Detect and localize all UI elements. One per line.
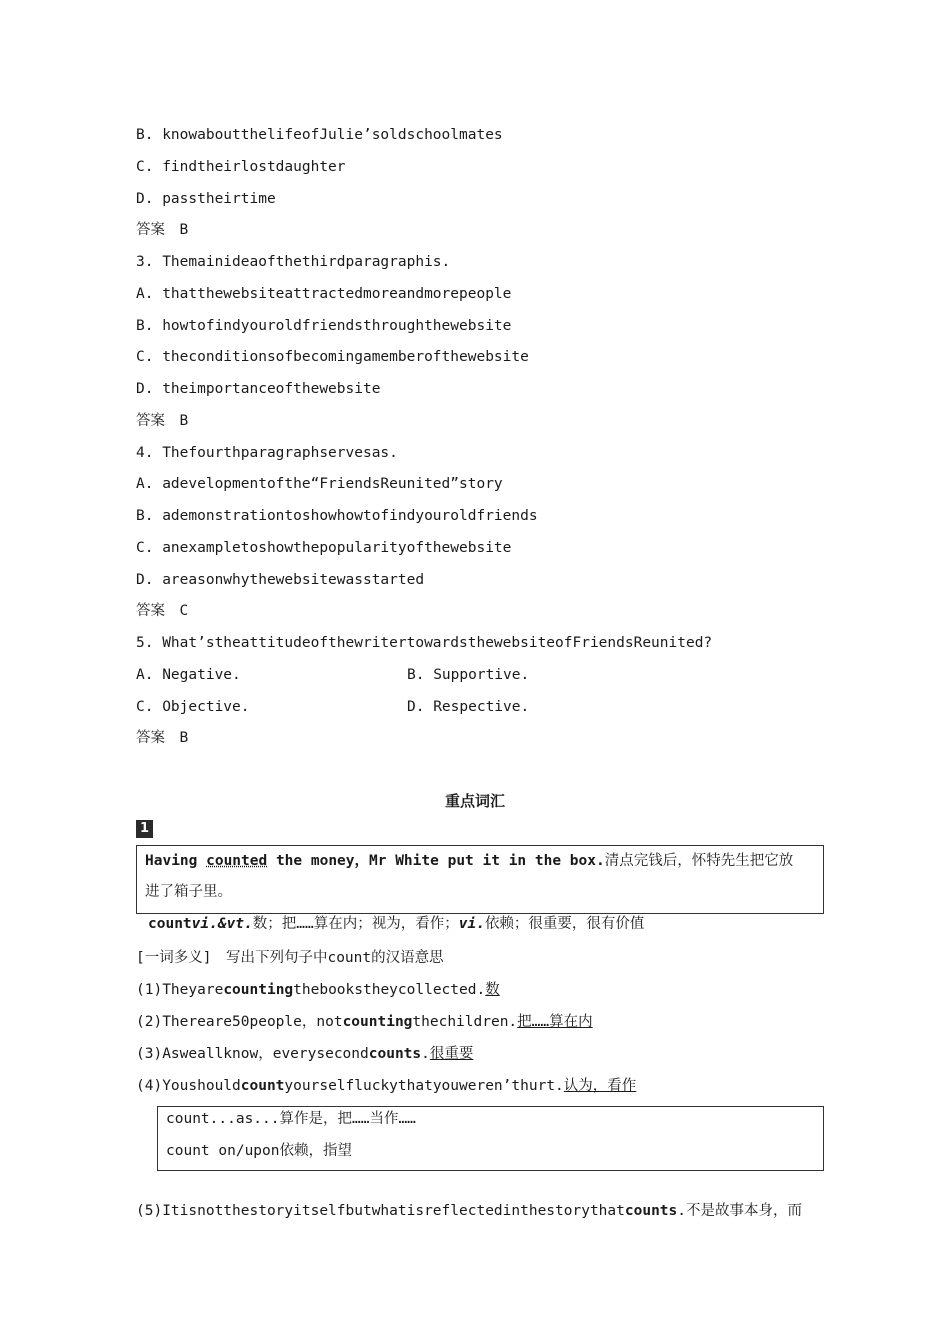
q4-option-d: D. areasonwhythewebsitewasstarted [136, 572, 425, 588]
s3-pre: (3)Asweallknow，everysecond [136, 1046, 369, 1062]
s1-pre: (1)Theyare [136, 982, 224, 998]
s3-keyword: counts [368, 1046, 422, 1062]
s5-post: .不是故事本身，而 [677, 1203, 802, 1219]
q4-option-a: A. adevelopmentofthe“FriendsReunited”story [136, 476, 503, 492]
q2-answer: 答案 B [136, 222, 189, 238]
phrases-box [157, 1106, 824, 1171]
q4-option-b: B. ademonstrationtoshowhowtofindyouroldfriends [136, 508, 538, 524]
q5-option-c: C. Objective. [136, 699, 250, 715]
s4-keyword: count [240, 1078, 285, 1094]
definition-meaning-1: 数；把……算在内；视为，看作； [252, 916, 459, 932]
section-heading: 重点词汇 [444, 792, 505, 810]
q2-option-b: B. knowaboutthelifeofJulie’soldschoolmates [136, 127, 503, 143]
definition-meaning-2: 依赖；很重要，很有价值 [484, 916, 645, 932]
q3-option-d: D. theimportanceofthewebsite [136, 381, 381, 397]
s2-keyword: counting [342, 1014, 413, 1030]
q5-row-ab [136, 665, 241, 685]
q4-option-c: C. anexampletoshowthepopularityofthewebsite [136, 540, 512, 556]
polysemy-sentence-1 [136, 980, 500, 1000]
example-en-keyword: counted [206, 853, 268, 869]
q5-stem: 5. What’stheattitudeofthewritertowardsthewebsiteofFriendsReunited? [136, 635, 713, 651]
s2-pre: (2)Thereare50people，not [136, 1014, 343, 1030]
example-line-1 [145, 851, 793, 871]
example-zh-2: 进了箱子里。 [145, 884, 232, 900]
q3-option-c: C. theconditionsofbecomingamemberofthewebsite [136, 349, 529, 365]
q2-option-c: C. findtheirlostdaughter [136, 159, 346, 175]
example-en-post: the money，Mr White put it in the box. [267, 853, 605, 869]
s4-pre: (4)Youshould [136, 1078, 241, 1094]
q3-answer: 答案 B [136, 413, 189, 429]
polysemy-sentence-2 [136, 1012, 593, 1032]
q4-answer: 答案 C [136, 603, 189, 619]
polysemy-title: [一词多义] 写出下列句子中count的汉语意思 [136, 950, 444, 966]
example-box [136, 845, 824, 914]
s3-post: . [421, 1046, 430, 1062]
polysemy-sentence-5 [136, 1201, 802, 1221]
q2-option-d: D. passtheirtime [136, 191, 276, 207]
definition-word: count [148, 916, 192, 932]
example-en-pre: Having [145, 853, 207, 869]
definition-line [148, 914, 644, 934]
s4-post: yourselfluckythatyouweren’thurt. [284, 1078, 564, 1094]
q4-stem: 4. Thefourthparagraphservesas. [136, 445, 398, 461]
section-number-badge: 1 [136, 820, 153, 838]
q5-option-b: B. Supportive. [407, 667, 530, 683]
q5-option-d: D. Respective. [407, 699, 530, 715]
q3-stem: 3. Themainideaofthethirdparagraphis. [136, 254, 451, 270]
s4-answer: 认为，看作 [563, 1078, 637, 1094]
phrase-1: count...as...算作是，把……当作…… [166, 1111, 416, 1127]
q3-option-b: B. howtofindyouroldfriendsthroughthewebsite [136, 318, 512, 334]
s2-post: thechildren. [412, 1014, 518, 1030]
q5-answer: 答案 B [136, 730, 189, 746]
q5-option-a: A. Negative. [136, 667, 241, 683]
s5-keyword: counts [624, 1203, 678, 1219]
polysemy-sentence-4 [136, 1076, 636, 1096]
s1-answer: 数 [485, 982, 500, 998]
s2-answer: 把……算在内 [517, 1014, 593, 1030]
phrase-2: count on/upon依赖，指望 [166, 1143, 352, 1159]
s5-pre: (5)Itisnotthestoryitselfbutwhatisreflectedinthestorythat [136, 1203, 625, 1219]
s1-keyword: counting [223, 982, 294, 998]
polysemy-sentence-3 [136, 1044, 473, 1064]
definition-pos-2: vi. [458, 916, 485, 932]
example-zh-1: 清点完钱后，怀特先生把它放 [604, 853, 794, 869]
q3-option-a: A. thatthewebsiteattractedmoreandmorepeople [136, 286, 512, 302]
definition-pos-1: vi.&vt. [191, 916, 253, 932]
s1-post: thebookstheycollected. [293, 982, 486, 998]
s3-answer: 很重要 [429, 1046, 474, 1062]
